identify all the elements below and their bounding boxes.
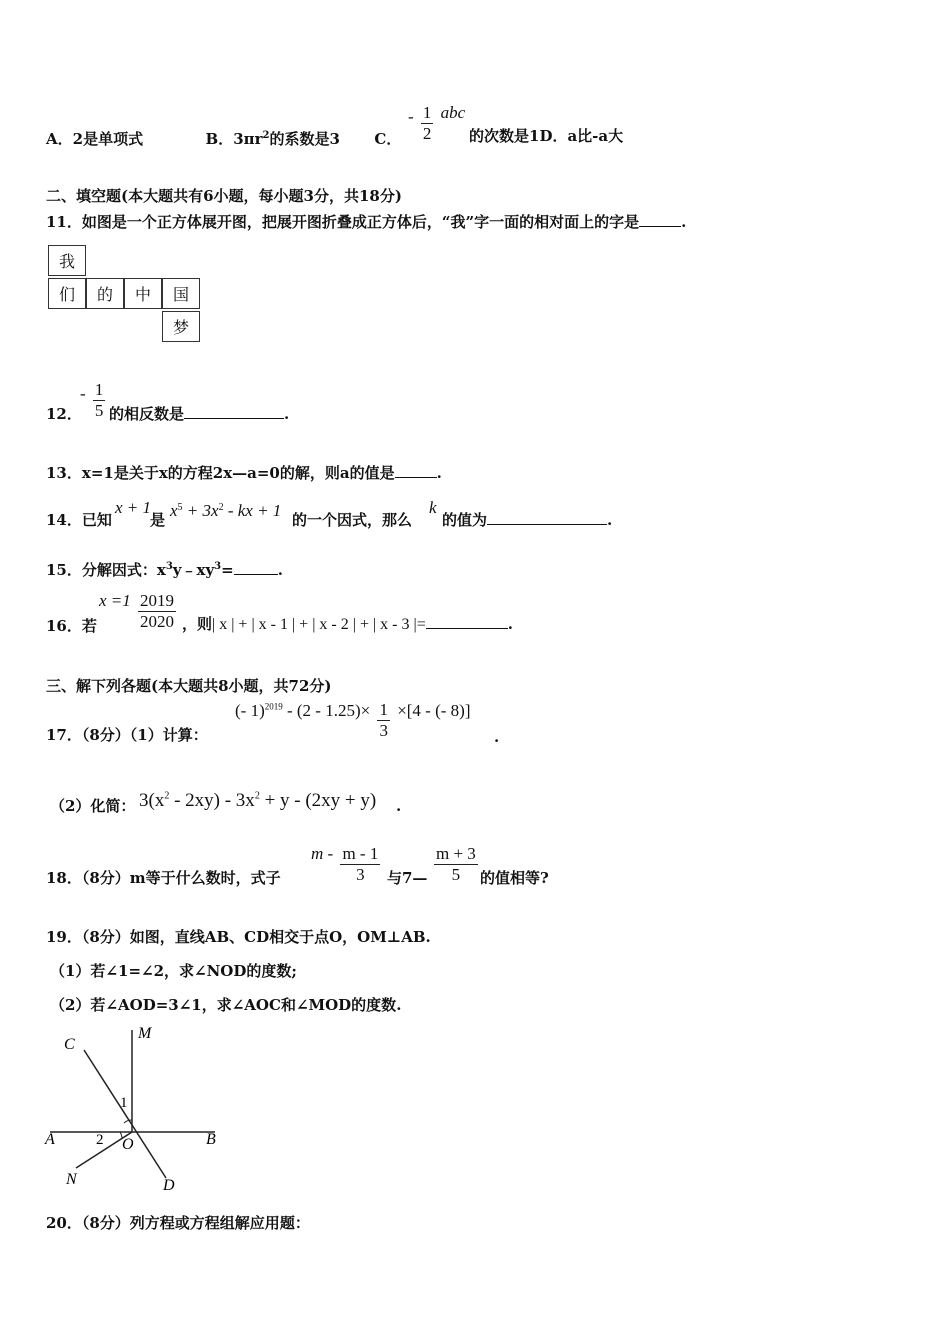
q14-k: k	[429, 498, 437, 517]
q20-text: 20．（8分）列方程或方程组解应用题：	[46, 1214, 310, 1232]
cell-meng: 梦	[162, 311, 200, 342]
q18-tail: 的值相等?	[480, 869, 549, 887]
q16-num: 16．若	[46, 617, 97, 635]
label-o: O	[122, 1136, 134, 1153]
label-d: D	[163, 1177, 175, 1194]
q18-label: 18．（8分）m等于什么数时，式子	[46, 869, 281, 887]
q14-num: 14．已知	[46, 511, 112, 529]
label-angle-2: 2	[96, 1132, 104, 1148]
q17-part2-label: （2）化简：	[50, 797, 136, 815]
cell-guo: 国	[162, 278, 200, 309]
q14-text2: 的一个因式，那么	[292, 511, 413, 529]
option-a: A．2是单项式	[46, 130, 144, 148]
q17-expr: (- 1)$^{2019}$ - (2 - 1.25)× $\frac{1}{3}$ ×[4 - (- 8)]	[235, 700, 471, 740]
q14-expr2: $x^5 + 3x^2$ - kx + 1	[170, 501, 282, 520]
line-cd	[84, 1050, 166, 1178]
section2-title: 二、填空题(本大题共有6小题，每小题3分，共18分)	[46, 187, 402, 205]
label-m: M	[138, 1025, 152, 1042]
q12-num: 12．	[46, 405, 82, 423]
q17-part2-end: .	[396, 797, 402, 815]
label-c: C	[64, 1036, 75, 1053]
q17-part2-expr: $3(x^2 - 2xy) - 3x^2 + y - (2xy + y)$	[139, 790, 377, 812]
q18-mid: 与7—	[387, 869, 428, 887]
q17-label: 17．（8分）（1）计算：	[46, 726, 208, 744]
q19-line2: （1）若∠1=∠2，求∠NOD的度数;	[50, 962, 297, 980]
q18-expr2: $\frac{m + 3}{5}$	[436, 844, 476, 884]
cell-wo: 我	[48, 245, 86, 276]
geometry-figure	[40, 1020, 240, 1200]
q12-frac: - $\frac{1}{5}$	[80, 380, 104, 420]
cell-zhong: 中	[124, 278, 162, 309]
q16-x: x =1 $\frac{2019}{2020}$	[99, 590, 175, 631]
option-d: D．a比-a大	[539, 127, 624, 145]
q15-text: 15．分解因式：$x^3y﹣xy^3=$ .	[46, 561, 283, 579]
q12-text: 的相反数是 .	[109, 405, 290, 423]
q13-text: 13．x=1是关于x的方程2x—a=0的解，则a的值是 .	[46, 464, 442, 482]
label-n: N	[66, 1171, 77, 1188]
label-angle-1: 1	[120, 1095, 128, 1111]
option-b: B．$3\pi r^2$的系数是3	[205, 130, 340, 148]
q16-rest: ，则| x | + | x - 1 | + | x - 2 | + | x - 3 |= .	[182, 615, 513, 633]
q14-mid: 是	[150, 511, 166, 529]
option-c-expr: - $\frac{1}{2}$ abc	[408, 102, 466, 143]
option-c-prefix: C．	[374, 130, 402, 148]
q18-expr1: m - $\frac{m - 1}{3}$	[311, 843, 379, 884]
q10-options	[46, 126, 401, 149]
section3-title: 三、解下列各题(本大题共8小题，共72分)	[46, 677, 332, 695]
label-b: B	[206, 1131, 216, 1148]
q19-line1: 19．（8分）如图，直线AB、CD相交于点O，OM⊥AB.	[46, 928, 431, 946]
q14-text3: 的值为 .	[442, 511, 613, 529]
q19-line3: （2）若∠AOD=3∠1，求∠AOC和∠MOD的度数.	[50, 996, 402, 1014]
q17-end: .	[494, 728, 500, 746]
q11-text: 11．如图是一个正方体展开图，把展开图折叠成正方体后，“我”字一面的相对面上的字是 .	[46, 213, 687, 231]
q14-expr1: x + 1	[115, 498, 152, 517]
label-a: A	[45, 1131, 55, 1148]
cell-de: 的	[86, 278, 124, 309]
option-c-d: 的次数是1D．a比-a大	[469, 127, 624, 145]
cell-men: 们	[48, 278, 86, 309]
